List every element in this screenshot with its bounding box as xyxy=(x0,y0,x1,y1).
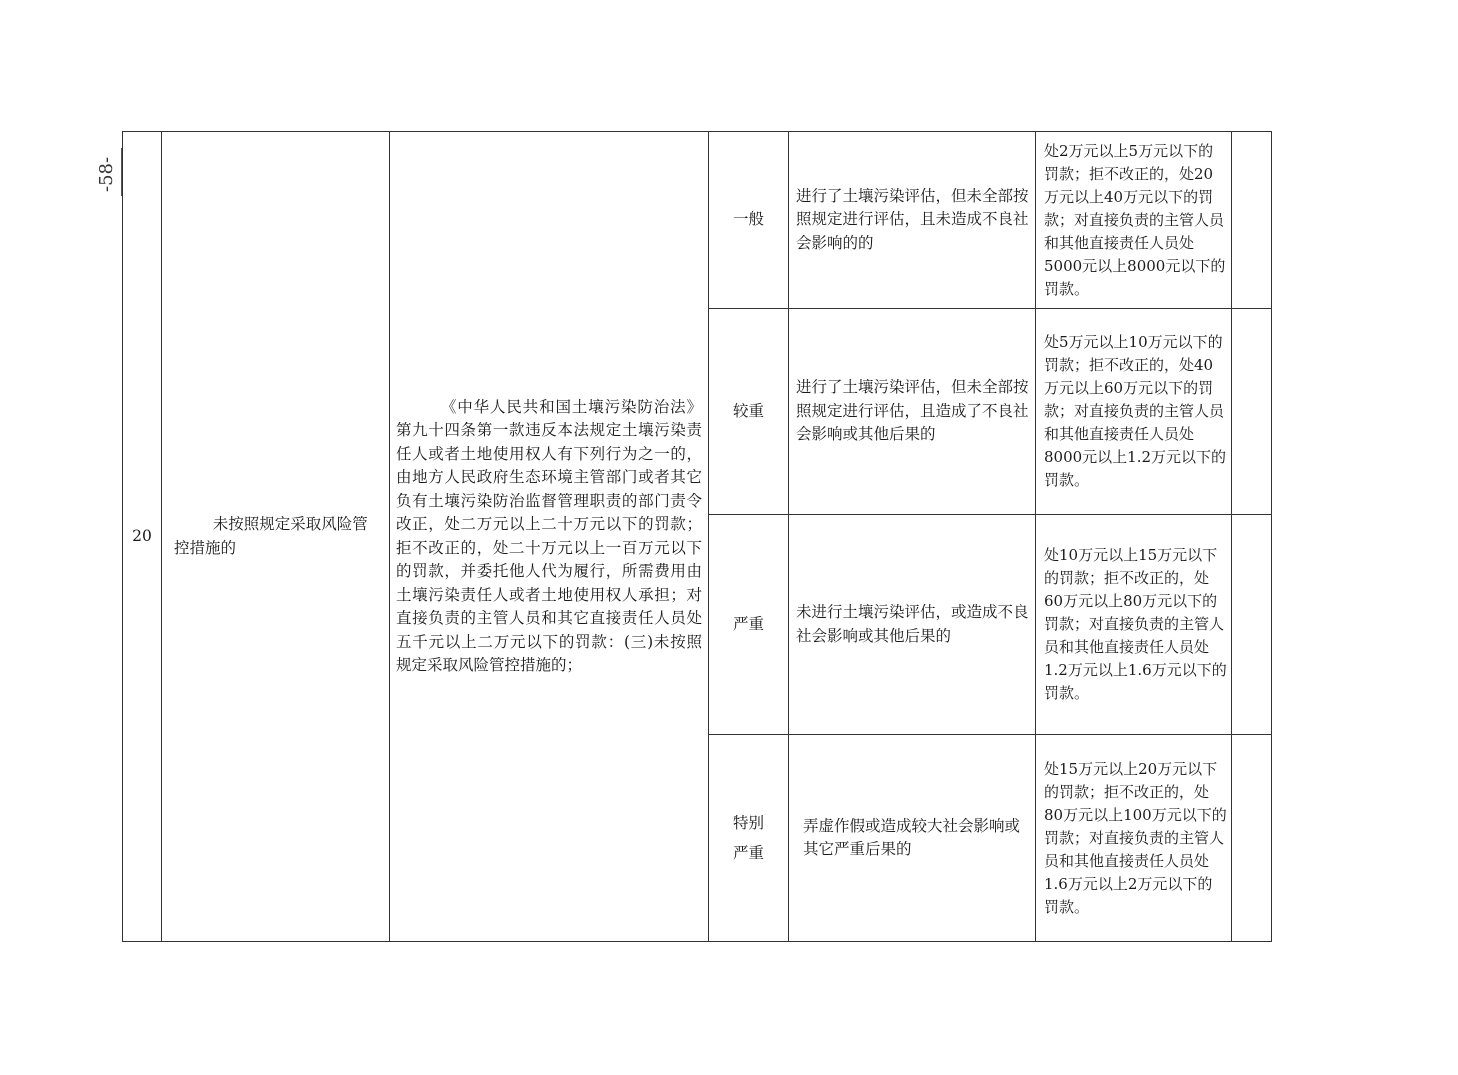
penalty-standard: 处10万元以上15万元以下的罚款；拒不改正的，处60万元以上80万元以下的罚款；对直接负责的主管人员和其他直接责任人员处1.2万元以上1.6万元以下的罚款。 xyxy=(1036,515,1232,735)
violation-condition: 进行了土壤污染评估，但未全部按照规定进行评估，且未造成不良社会影响的的 xyxy=(789,132,1036,309)
severity-level-line1: 特别 xyxy=(732,814,764,832)
violation-condition: 未进行土壤污染评估，或造成不良社会影响或其他后果的 xyxy=(789,515,1036,735)
page-number: -58- xyxy=(96,156,117,192)
violation-name: 未按照规定采取风险管控措施的 xyxy=(162,132,390,942)
penalty-standard: 处5万元以上10万元以下的罚款；拒不改正的，处40万元以上60万元以下的罚款；对直接负责的主管人员和其他直接责任人员处8000元以上1.2万元以下的罚款。 xyxy=(1036,309,1232,515)
violation-condition: 进行了土壤污染评估，但未全部按照规定进行评估，且造成了不良社会影响或其他后果的 xyxy=(789,309,1036,515)
severity-level xyxy=(709,735,789,942)
remarks-cell xyxy=(1232,735,1272,942)
item-index: 20 xyxy=(123,132,162,942)
severity-level: 严重 xyxy=(709,515,789,735)
severity-level-line2: 严重 xyxy=(732,844,764,862)
remarks-cell xyxy=(1232,309,1272,515)
penalty-standard: 处2万元以上5万元以下的罚款；拒不改正的，处20万元以上40万元以下的罚款；对直接负责的主管人员和其他直接责任人员处5000元以上8000元以下的罚款。 xyxy=(1036,132,1232,309)
table-row xyxy=(123,132,1272,309)
severity-level: 一般 xyxy=(709,132,789,309)
penalty-standard: 处15万元以上20万元以下的罚款；拒不改正的，处80万元以上100万元以下的罚款；对直接负责的主管人员和其他直接责任人员处1.6万元以上2万元以下的罚款。 xyxy=(1036,735,1232,942)
penalty-table xyxy=(122,131,1272,942)
legal-basis: 《中华人民共和国土壤污染防治法》第九十四条第一款违反本法规定土壤污染责任人或者土地使用权人有下列行为之一的，由地方人民政府生态环境主管部门或者其它负有土壤污染防治监督管理职责的部门责令改正，处二万元以上二十万元以下的罚款；拒不改正的，处二十万元以上一百万元以下的罚款，并委托他人代为履行，所需费用由土壤污染责任人或者土地使用权人承担；对直接负责的主管人员和其它直接责任人员处五千元以上二万元以下的罚款：(三)未按照规定采取风险管控措施的； xyxy=(390,132,709,942)
remarks-cell xyxy=(1232,132,1272,309)
severity-level: 较重 xyxy=(709,309,789,515)
remarks-cell xyxy=(1232,515,1272,735)
violation-condition: 弄虚作假或造成较大社会影响或其它严重后果的 xyxy=(789,735,1036,942)
